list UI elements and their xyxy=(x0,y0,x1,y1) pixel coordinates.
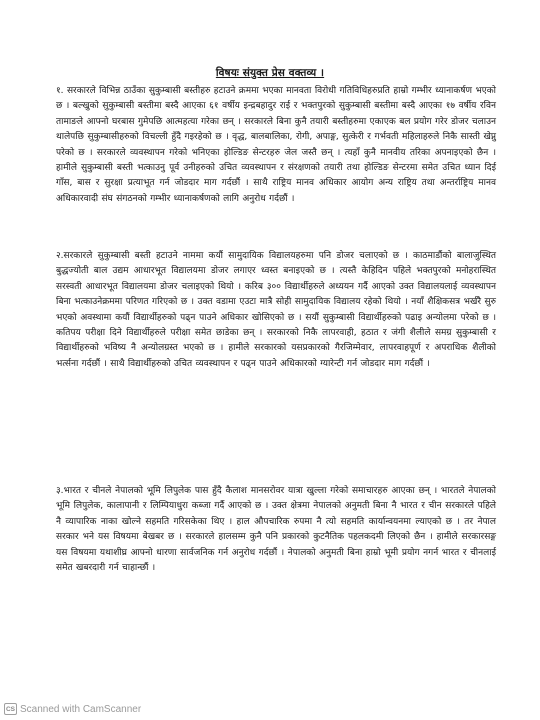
scanner-watermark xyxy=(4,702,141,716)
camscanner-logo-icon: CS xyxy=(4,703,17,715)
paragraph-2: २.सरकारले सुकुम्बासी बस्ती हटाउने नाममा कयौं सामुदायिक विद्यालयहरुमा पनि डोजर चलाएको छ । काठमाडौंको बालाजुस्थित बुद्धज्योती बाल उद्यम आधारभूत विद्यालयमा डोजर लगाएर ध्वस्त बनाइएको छ । त्यस्तै केहिदिन पहिले भक्तपुरको मनोहरास्थित सरस्वती आधारभूत विद्यालयमा डोजर चलाइएको थियो । करिब ३०० विद्यार्थीहरुले अध्ययन गर्दै आएको उक्त विद्यालयलाई व्यवस्थापन बिना भत्काउनेक्रममा परिणत गरिएको छ । उक्त वडामा एउटा मात्रै सोही सामुदायिक विद्यालय रहेको थियो । नयाँ शैक्षिकसत्र भर्खरै सुरु भएको अवस्थामा कयौं विद्यार्थीहरुको पढ्न पाउने अधिकार खोसिएको छ । सयौं सुकुम्बासी विद्यार्थीहरुको पढाइ अन्योलमा परेको छ । कतिपय परीक्षा दिने विद्यार्थीहरुले परीक्षा समेत छाडेका छन् । सरकारको निकै लापरवाही, हठात र जंगी शैलीले समग्र सुकुम्बासी र विद्यार्थीहरुको भविष्य नै अन्योलग्रस्त भएको छ । हामीले सरकारको यसप्रकारको गैरजिम्मेवार, लापरवाहपूर्ण र अपराधिक शैलीको भर्त्सना गर्दछौं । साथै विद्यार्थीहरुको उचित व्यवस्थापन र पढ्न पाउने अधिकारको ग्यारेन्टी गर्न जोडदार माग गर्दछौं । xyxy=(56,251,496,369)
paragraph-1: १. सरकारले विभिन्न ठाउँका सुकुम्बासी बस्तीहरु हटाउने क्रममा भएका मानवता विरोधी गतिविधिहरुप्रति हाम्रो गम्भीर ध्यानाकर्षण भएको छ । बल्खुको सुकुम्बासी बस्तीमा बस्दै आएका ६१ वर्षीय इन्द्रबहादुर राई र भक्तपुरको सुकुम्बासी बस्तीमा बस्दै आएका १७ वर्षीय रविन तामाङले आफ्नो घरबास गुमेपछि आत्महत्या गरेका छन् । सरकारले बिना कुनै तयारी बस्तीहरुमा एकाएक बल प्रयोग गरेर डोजर चलाउन थालेपछि सुकुम्बासीहरुको विचल्ली हुँदै गइरहेको छ । वृद्ध, बालबालिका, रोगी, अपाङ्ग, सुत्केरी र गर्भवती महिलाहरुले निकै सास्ती खेप्नु परेको छ । सरकारले व्यवस्थापन गरेको भनिएका होल्डिङ सेन्टरहरु जेल जस्तै छन् । त्यहाँ कुनै मानवीय तरिका अपनाइएको छैन । हामीले सुकुम्बासी बस्ती भत्काउनु पूर्व उनीहरुको उचित व्यवस्थापन र संरक्षणको तयारी तथा होल्डिङ सेन्टरमा समेत उचित ध्यान दिई गाँस, बास र सुरक्षा प्रत्याभूत गर्न जोडदार माग गर्दछौं । साथै राष्ट्रिय मानव अधिकार आयोग अन्य राष्ट्रिय तथा अन्तर्राष्ट्रिय मानव अधिकारवादी संघ संगठनको गम्भीर ध्यानाकर्षणको लागि अनुरोध गर्दछौं । xyxy=(56,86,496,204)
scanner-text: Scanned with CamScanner xyxy=(20,703,142,715)
paragraph-3: ३.भारत र चीनले नेपालको भूमि लिपुलेक पास हुँदै कैलाश मानसरोवर यात्रा खुल्ला गरेको समाचारहरु आएका छन् । भारतले नेपालको भूमि लिपुलेक, कालापानी र लिम्पियाधुरा कब्जा गर्दै आएको छ । उक्त क्षेत्रमा नेपालको अनुमती बिना नै भारत र चीन सरकारले पहिले नै व्यापारिक नाका खोल्ने सहमति गरिसकेका थिए । हाल औपचारिक रुपमा नै त्यो सहमति कार्यान्वयनमा ल्याएको छ । तर नेपाल सरकार भने यस विषयमा बेखबर छ । सरकारले हालसम्म कुनै पनि प्रकारको कुटनैतिक पहलकदमी लिएको छैन । हामीले सरकारसङ्ग यस विषयमा यथाशीघ्र आफ्नो धारणा सार्वजनिक गर्न अनुरोध गर्दछौं । नेपालको अनुमती बिना हाम्रो भूमी प्रयोग नगर्न भारत र चीनलाई समेत खबरदारी गर्न चाहान्छौं । xyxy=(56,486,496,574)
document-title: विषयः संयुक्त प्रेस वक्तव्य । xyxy=(215,67,325,79)
